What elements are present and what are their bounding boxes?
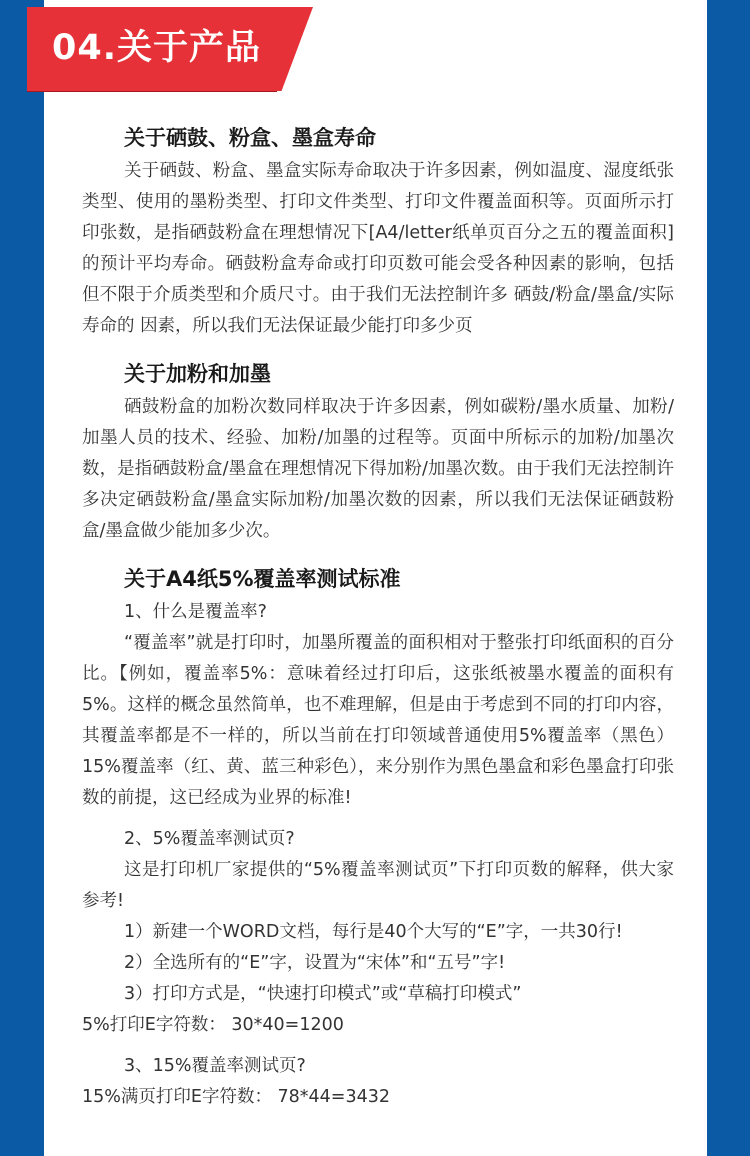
question-body-2: 这是打印机厂家提供的“5%覆盖率测试页”下打印页数的解释，供大家参考! bbox=[82, 860, 674, 911]
step-item: 3）打印方式是，“快速打印模式”或“草稿打印模式” bbox=[124, 984, 522, 1004]
question-body-1: “覆盖率”就是打印时，加墨所覆盖的面积相对于整张打印纸面积的百分比。【例如，覆盖率5%：意味着经过打印后，这张纸被墨水覆盖的面积有5%。这样的概念虽然简单，也不难理解，但是由于考虑到不同的打印内容，其覆盖率都是不一样的，所以当前在打印领域普通使用5%覆盖率（黑色）15%覆盖率（红、黄、蓝三种彩色），来分别作为黑色墨盒和彩色墨盒打印张数的前提，这已经成为业界的标准! bbox=[82, 633, 674, 808]
section-body-lifespan: 关于硒鼓、粉盒、墨盒实际寿命取决于许多因素，例如温度、湿度纸张类型、使用的墨粉类型、打印文件类型、打印文件覆盖面积等。页面所示打印张数，是指硒鼓粉盒在理想情况下[A4/letter纸单页百分之五的覆盖面积]的预计平均寿命。硒鼓粉盒寿命或打印页数可能会受各种因素的影响，包括但不限于介质类型和介质尺寸。由于我们无法控制许多 硒鼓/粉盒/墨盒/实际寿命的 因素，所以我们无法保证最少能打印多少页 bbox=[82, 161, 674, 336]
page-title: 04.关于产品 bbox=[52, 28, 262, 68]
question-heading-3: 3、15%覆盖率测试页? bbox=[124, 1056, 306, 1076]
step-item: 1）新建一个WORD文档，每行是40个大写的“E”字，一共30行! bbox=[124, 922, 623, 942]
step-item: 2）全选所有的“E”字，设置为“宋体”和“五号”字! bbox=[124, 953, 506, 973]
section-body-refill: 硒鼓粉盒的加粉次数同样取决于许多因素，例如碳粉/墨水质量、加粉/加墨人员的技术、经验、加粉/加墨的过程等。页面中所标示的加粉/加墨次数，是指硒鼓粉盒/墨盒在理想情况下得加粉/加墨次数。由于我们无法控制许多决定硒鼓粉盒/墨盒实际加粉/加墨次数的因素，所以我们无法保证硒鼓粉盒/墨盒做少能加多少次。 bbox=[82, 397, 674, 541]
section-title-coverage-standard: 关于A4纸5%覆盖率测试标准 bbox=[124, 567, 401, 591]
question-heading-1: 1、什么是覆盖率? bbox=[124, 602, 267, 622]
article bbox=[82, 120, 674, 1113]
result-5-percent: 5%打印E字符数： 30*40=1200 bbox=[82, 1015, 344, 1035]
result-15-percent: 15%满页打印E字符数： 78*44=3432 bbox=[82, 1087, 391, 1107]
section-title-lifespan: 关于硒鼓、粉盒、墨盒寿命 bbox=[124, 126, 376, 150]
question-heading-2: 2、5%覆盖率测试页? bbox=[124, 829, 295, 849]
section-title-refill: 关于加粉和加墨 bbox=[124, 362, 271, 386]
